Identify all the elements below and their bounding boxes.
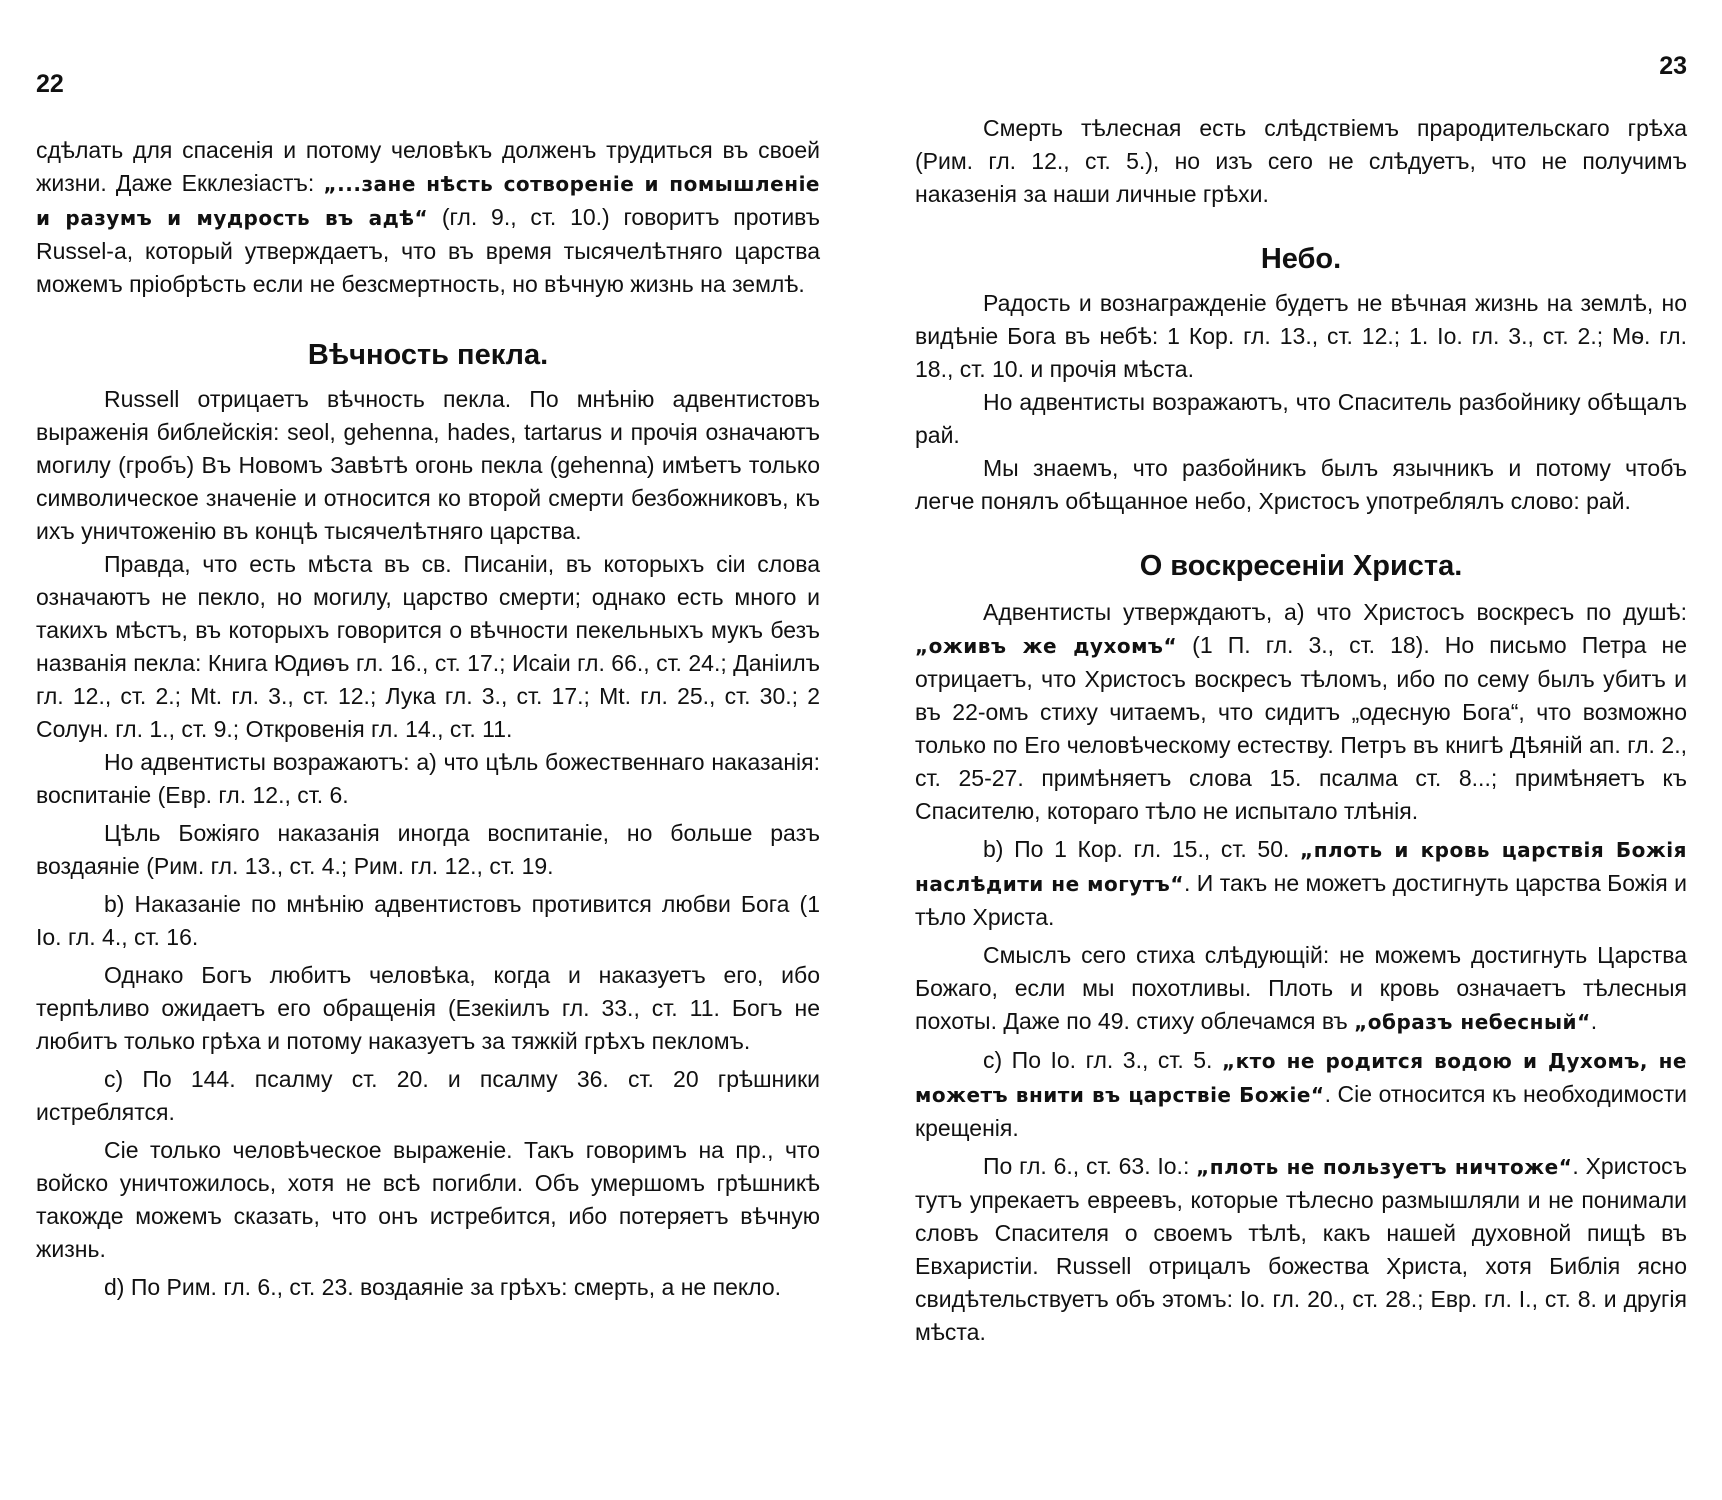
scripture-quote: „плоть и кровь царствія Божія наслѣдити не могутъ“ xyxy=(915,838,1687,896)
paragraph: Однако Богъ любитъ человѣка, когда и наказуетъ его, ибо терпѣливо ожидаетъ его обращенія (Езекіилъ гл. 33., ст. 11. Богъ не любитъ только грѣха и потому наказуетъ за тяжкій грѣхъ пекломъ. xyxy=(36,962,820,1054)
left-page-content xyxy=(36,134,820,1304)
scripture-quote: „кто не родится водою и Духомъ, не можетъ внити въ царствіе Божіе“ xyxy=(915,1049,1687,1107)
paragraph-text: . xyxy=(1590,1008,1598,1034)
paragraph-text: сдѣлать для спасенія и потому человѣкъ долженъ трудиться въ своей жизни. Даже Екклезіастъ: xyxy=(36,137,820,196)
paragraph xyxy=(915,939,1687,1039)
right-page-content xyxy=(915,112,1687,1349)
paragraph-text: По гл. 6., ст. 63. Io.: xyxy=(983,1153,1197,1179)
paragraph: b) Наказаніе по мнѣнію адвентистовъ противится любви Бога (1 Io. гл. 4., ст. 16. xyxy=(36,891,820,950)
paragraph xyxy=(915,833,1687,934)
paragraph: Но адвентисты возражаютъ, что Спаситель разбойнику обѣщалъ рай. xyxy=(915,389,1687,448)
paragraph: Но адвентисты возражаютъ: a) что цѣль божественнаго наказанія: воспитаніе (Евр. гл. 12., ст. 6. xyxy=(36,749,820,808)
paragraph: c) По 144. псалму ст. 20. и псалму 36. ст. 20 грѣшники истреблятся. xyxy=(36,1066,820,1125)
paragraph xyxy=(915,1044,1687,1145)
scripture-quote: „плоть не пользуетъ ничтоже“ xyxy=(1196,1155,1573,1179)
paragraph: Сіе только человѣческое выраженіе. Такъ говоримъ на пр., что войско уничтожилось, хотя не всѣ погибли. Объ умершомъ грѣшникѣ такожде можемъ сказать, что онъ истребится, ибо потеряетъ вѣчную жизнь. xyxy=(36,1137,820,1262)
page-number-left: 22 xyxy=(36,70,64,98)
paragraph: d) По Рим. гл. 6., ст. 23. воздаяніе за грѣхъ: смерть, а не пекло. xyxy=(104,1274,782,1300)
paragraph: Мы знаемъ, что разбойникъ былъ язычникъ и потому чтобъ легче понялъ обѣщанное небо, Христосъ употреблялъ слово: рай. xyxy=(915,455,1687,514)
paragraph-text: Смыслъ сего стиха слѣдующій: не можемъ достигнуть Царства Божаго, если мы похотливы. Плоть и кровь означаетъ тѣлесныя похоты. Даже по 49. стиху облечамся въ xyxy=(915,942,1687,1034)
page-number-right: 23 xyxy=(1659,52,1687,80)
paragraph xyxy=(915,1150,1687,1349)
paragraph-text: c) По Io. гл. 3., ст. 5. xyxy=(983,1047,1222,1073)
scripture-quote: „оживъ же духомъ“ xyxy=(915,634,1178,658)
paragraph: Смерть тѣлесная есть слѣдствіемъ прародительскаго грѣха (Рим. гл. 12., ст. 5.), но изъ сего не слѣдуетъ, что не получимъ наказенія за наши личные грѣхи. xyxy=(915,115,1687,207)
paragraph: Правда, что есть мѣста въ св. Писаніи, въ которыхъ сіи слова означаютъ не пекло, но могилу, царство смерти; однако есть много и такихъ мѣстъ, въ которыхъ говорится о вѣчности пекельныхъ мукъ безъ названія пекла: Книга Юдиѳъ гл. 16., ст. 17.; Исаіи гл. 66., ст. 24.; Даніилъ гл. 12., ст. 2.; Mt. гл. 3., ст. 12.; Лука гл. 3., ст. 17.; Mt. гл. 25., ст. 30.; 2 Солун. гл. 1., ст. 9.; Откровенія гл. 14., ст. 11. xyxy=(36,551,820,742)
paragraph: Russell отрицаетъ вѣчность пекла. По мнѣнію адвентистовъ выраженія библейскія: seol, gehenna, hades, tartarus и прочія означаютъ могилу (гробъ) Въ Новомъ Завѣтѣ огонь пекла (gehenna) имѣетъ только символическое значеніе и относится ко второй смерти безбожниковъ, къ ихъ уничтоженію въ концѣ тысячелѣтняго царства. xyxy=(36,386,820,544)
scripture-quote: „образъ небесный“ xyxy=(1354,1010,1591,1034)
paragraph: Радость и вознагражденіе будетъ не вѣчная жизнь на землѣ, но видѣніе Бога въ небѣ: 1 Кор. гл. 13., ст. 12.; 1. Io. гл. 3., ст. 2.; Мѳ. гл. 18., ст. 10. и прочія мѣста. xyxy=(915,290,1687,382)
paragraph-text: Адвентисты утверждаютъ, a) что Христосъ воскресъ по душѣ: xyxy=(983,599,1687,625)
paragraph: Цѣль Божіяго наказанія иногда воспитаніе, но больше разъ воздаяніе (Рим. гл. 13., ст. 4.; Рим. гл. 12., ст. 19. xyxy=(36,820,820,879)
paragraph-text: (1 П. гл. 3., ст. 18). Но письмо Петра не отрицаетъ, что Христосъ воскресъ тѣломъ, ибо по сему былъ убитъ и въ 22-омъ стиху читаемъ, что сидитъ „одесную Бога“, что возможно только по Его человѣческому естеству. Петръ въ книгѣ Дѣяній ап. гл. 2., ст. 25-27. примѣняетъ слова 15. псалма ст. 8...; примѣняетъ къ Спасителю, котораго тѣло не испытало тлѣнія. xyxy=(915,632,1687,824)
paragraph-text: b) По 1 Кор. гл. 15., ст. 50. xyxy=(983,836,1301,862)
section-heading: О воскресеніи Христа. xyxy=(1139,550,1463,582)
paragraph-text: . Христосъ тутъ упрекаетъ евреевъ, которые тѣлесно размышляли и не понимали словъ Спасителя о своемъ тѣлѣ, какъ нашей духовной пищѣ въ Евхаристіи. Russell отрицалъ божества Христа, хотя Библія ясно свидѣтельствуетъ объ этомъ: Io. гл. 20., ст. 28.; Евр. гл. I., ст. 8. и другія мѣста. xyxy=(915,1153,1687,1345)
paragraph xyxy=(915,596,1687,828)
paragraph xyxy=(36,134,820,301)
section-heading: Вѣчность пекла. xyxy=(307,339,549,371)
paragraph-text: . Сіе относится къ необходимости крещенія. xyxy=(915,1081,1687,1141)
section-heading: Небо. xyxy=(1260,243,1342,275)
paragraph-text: (гл. 9., ст. 10.) говоритъ противъ Russel-a, который утверждаетъ, что въ время тысячелѣтняго царства можемъ пріобрѣсть если не безсмертность, но вѣчную жизнь на землѣ. xyxy=(36,204,820,297)
paragraph-text: . И такъ не можетъ достигнуть царства Божія и тѣло Христа. xyxy=(915,870,1687,930)
scripture-quote: „...зане нѣсть сотвореніе и помышленіе и разумъ и мудрость въ адѣ“ xyxy=(36,172,820,230)
